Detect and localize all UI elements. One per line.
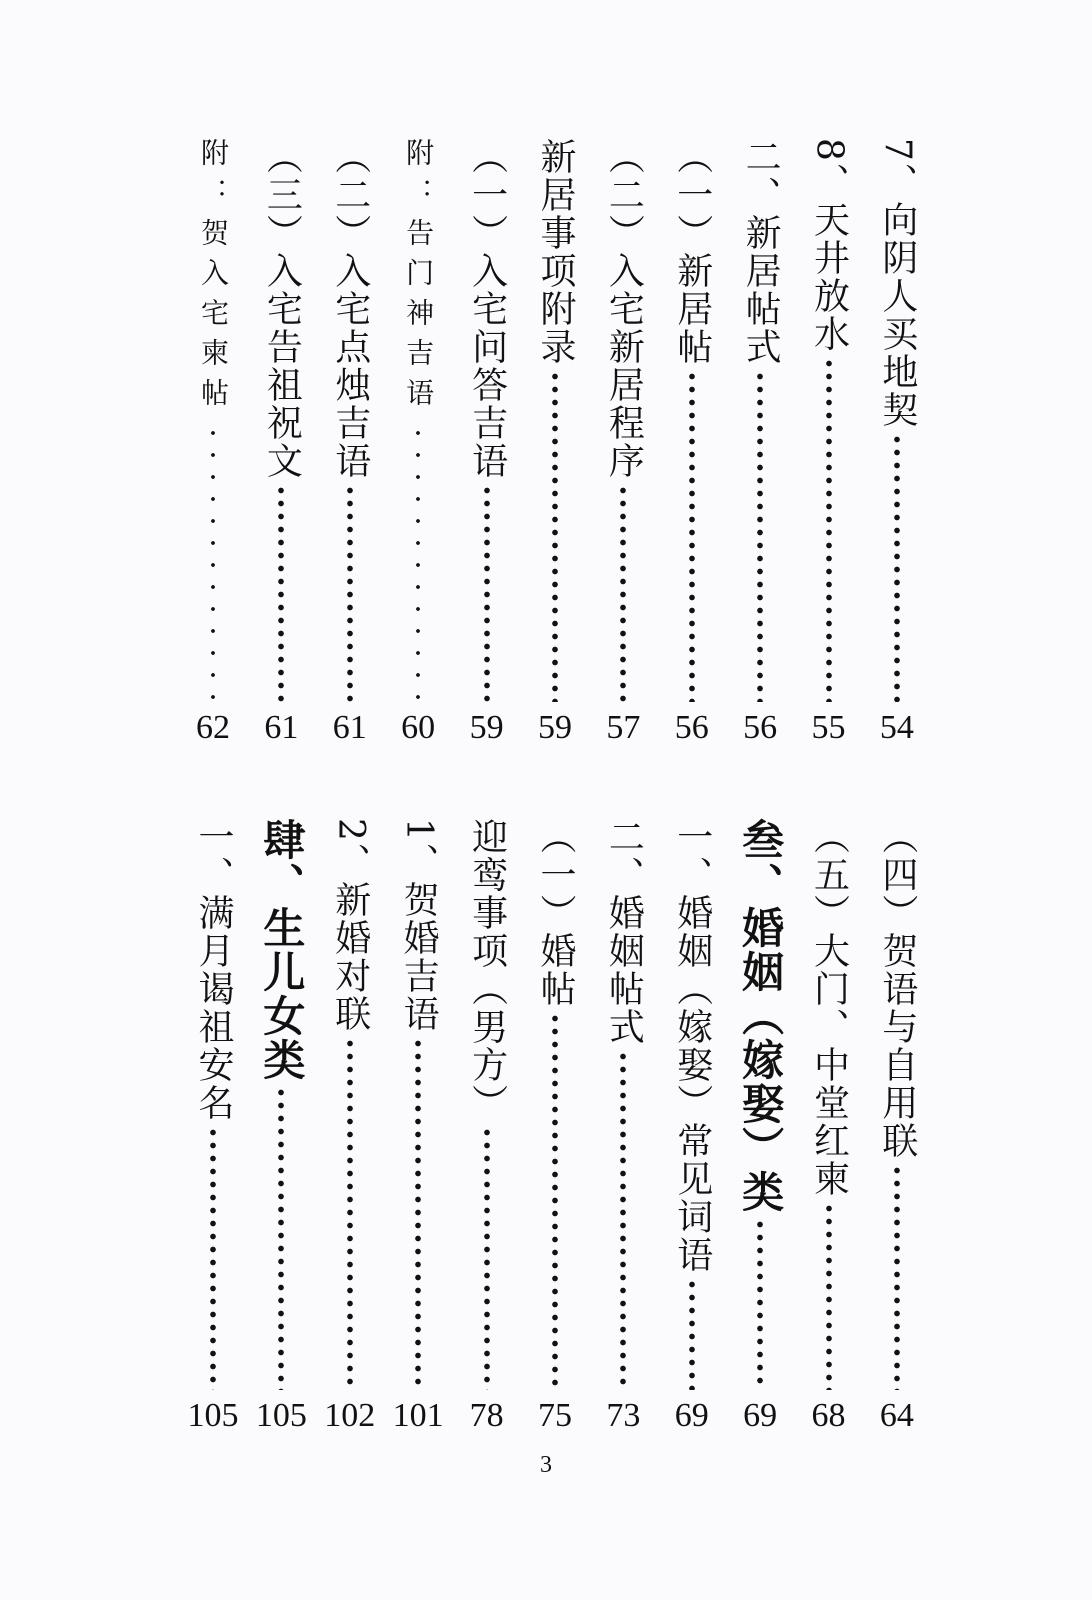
toc-entry-page: 59 bbox=[469, 709, 504, 746]
dot-leader bbox=[483, 1126, 491, 1390]
toc-entry-page: 101 bbox=[392, 1397, 444, 1434]
toc-entry[interactable] bbox=[317, 818, 383, 1436]
toc-entry-page: 105 bbox=[187, 1397, 239, 1434]
page-number: 3 bbox=[540, 1452, 552, 1478]
toc-entry[interactable] bbox=[796, 138, 862, 748]
toc-entry-title: 8、天井放水 bbox=[808, 138, 850, 353]
toc-entry-page: 54 bbox=[879, 709, 914, 746]
toc-entry-title: （二）入宅点烛吉语 bbox=[329, 138, 371, 480]
toc-upper-section bbox=[180, 138, 930, 748]
toc-entry[interactable] bbox=[796, 818, 862, 1436]
dot-leader bbox=[756, 370, 764, 702]
toc-entry[interactable] bbox=[385, 818, 451, 1436]
toc-entry-title: （一）新居帖 bbox=[671, 138, 713, 366]
toc-entry-page: 102 bbox=[324, 1397, 376, 1434]
dot-leader bbox=[346, 1037, 354, 1390]
toc-entry-title: （五）大门、中堂红柬 bbox=[808, 818, 850, 1198]
toc-entry-page: 64 bbox=[879, 1397, 914, 1434]
toc-entry[interactable] bbox=[248, 138, 314, 748]
toc-entry[interactable] bbox=[727, 138, 793, 748]
toc-entry[interactable] bbox=[180, 818, 246, 1436]
dot-leader bbox=[551, 1012, 559, 1390]
toc-entry-page: 61 bbox=[264, 709, 299, 746]
toc-entry-title: 附：告门神吉语 bbox=[402, 138, 436, 418]
toc-entry-page: 68 bbox=[811, 1397, 846, 1434]
toc-entry[interactable] bbox=[180, 138, 246, 748]
toc-entry[interactable] bbox=[454, 818, 520, 1436]
toc-entry[interactable] bbox=[522, 818, 588, 1436]
toc-entry[interactable] bbox=[590, 818, 656, 1436]
dot-leader bbox=[209, 1126, 217, 1390]
dot-leader bbox=[209, 422, 217, 702]
toc-chapter-title: 肆、生儿女类 bbox=[257, 818, 307, 1082]
toc-entry-title: （二）入宅新居程序 bbox=[603, 138, 645, 480]
dot-leader bbox=[551, 370, 559, 702]
toc-entry-page: 105 bbox=[255, 1397, 307, 1434]
dot-leader bbox=[277, 484, 285, 702]
toc-entry-title: 二、新居帖式 bbox=[740, 138, 782, 366]
toc-entry-page: 55 bbox=[811, 709, 846, 746]
toc-entry[interactable] bbox=[454, 138, 520, 748]
toc-entry-page: 60 bbox=[401, 709, 436, 746]
dot-leader bbox=[414, 1037, 422, 1390]
toc-entry-page: 75 bbox=[537, 1397, 572, 1434]
toc-entry-page: 69 bbox=[674, 1397, 709, 1434]
toc-entry-title: 2、新婚对联 bbox=[329, 818, 371, 1033]
toc-chapter-title: 叁、婚姻（嫁娶）类 bbox=[736, 818, 786, 1214]
toc-entry[interactable] bbox=[659, 138, 725, 748]
toc-entry-page: 62 bbox=[196, 709, 230, 746]
toc-entry-title: 一、满月谒祖安名 bbox=[193, 818, 234, 1122]
dot-leader bbox=[688, 1278, 696, 1390]
dot-leader bbox=[688, 370, 696, 702]
toc-entry-title: 附：贺入宅柬帖 bbox=[197, 138, 230, 418]
toc-entry[interactable] bbox=[317, 138, 383, 748]
toc-entry-title: 7、向阴人买地契 bbox=[876, 138, 918, 429]
toc-entry-page: 59 bbox=[537, 709, 572, 746]
toc-entry-page: 69 bbox=[743, 1397, 778, 1434]
toc-entry[interactable] bbox=[659, 818, 725, 1436]
dot-leader bbox=[893, 1164, 901, 1390]
toc-entry[interactable] bbox=[864, 138, 930, 748]
toc-entry-title: （一）婚帖 bbox=[534, 818, 576, 1008]
dot-leader bbox=[893, 433, 901, 702]
toc-entry[interactable] bbox=[590, 138, 656, 748]
dot-leader bbox=[414, 422, 422, 702]
toc-entry-title: 新居事项附录 bbox=[534, 138, 576, 366]
toc-entry[interactable] bbox=[385, 138, 451, 748]
dot-leader bbox=[619, 484, 627, 702]
toc-entry[interactable] bbox=[864, 818, 930, 1436]
toc-entry-page: 56 bbox=[743, 709, 778, 746]
toc-entry[interactable] bbox=[248, 818, 314, 1436]
dot-leader bbox=[277, 1086, 285, 1390]
toc-entry[interactable] bbox=[522, 138, 588, 748]
toc-entry-page: 61 bbox=[332, 709, 367, 746]
toc-entry-title: （四）贺语与自用联 bbox=[876, 818, 918, 1160]
toc-entry-page: 78 bbox=[469, 1397, 504, 1434]
toc-entry-title: （一）入宅问答吉语 bbox=[466, 138, 508, 480]
dot-leader bbox=[825, 357, 833, 702]
dot-leader bbox=[346, 484, 354, 702]
toc-entry[interactable] bbox=[727, 818, 793, 1436]
dot-leader bbox=[619, 1050, 627, 1390]
dot-leader bbox=[483, 484, 491, 702]
toc-entry-title: 迎鸾事项（男方） bbox=[466, 818, 508, 1122]
toc-entry-title: 1、贺婚吉语 bbox=[398, 818, 440, 1033]
toc-entry-page: 56 bbox=[674, 709, 709, 746]
dot-leader bbox=[825, 1202, 833, 1390]
toc-entry-title: 一、婚姻（嫁娶）常见词语 bbox=[671, 818, 713, 1274]
toc-entry-title: 二、婚姻帖式 bbox=[603, 818, 645, 1046]
toc-entry-title: （三）入宅告祖祝文 bbox=[261, 138, 303, 480]
dot-leader bbox=[756, 1218, 764, 1390]
toc-lower-section bbox=[180, 818, 930, 1436]
toc-entry-page: 57 bbox=[606, 709, 641, 746]
toc-entry-page: 73 bbox=[606, 1397, 641, 1434]
